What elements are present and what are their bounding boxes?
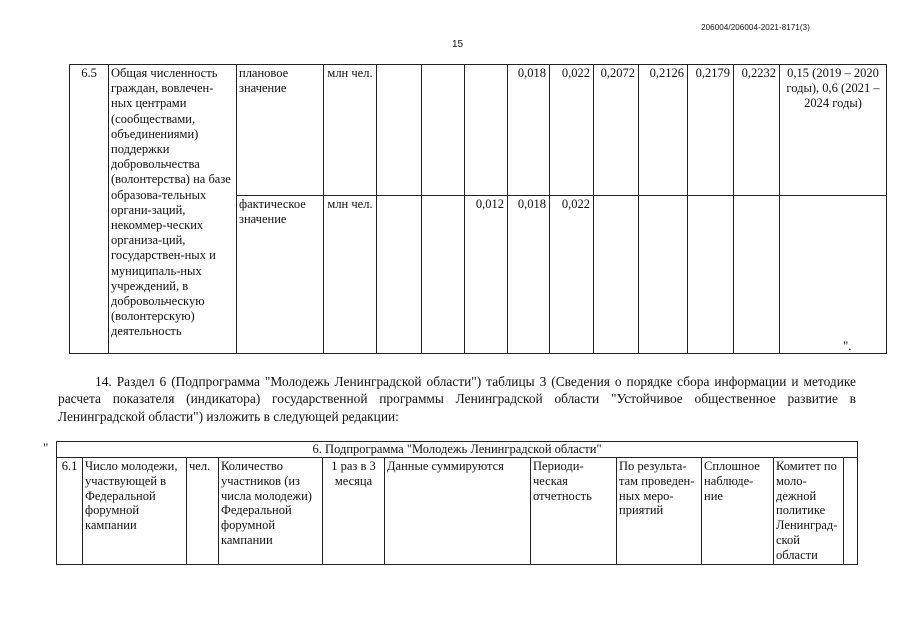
- planned-value: [377, 65, 422, 196]
- responsible-body: Комитет по моло-дежной политике Ленинград-ской области: [774, 458, 844, 565]
- opening-quote: ": [43, 440, 49, 455]
- indicator-name: Общая численность граждан, вовлечен-ных центрами (сообществами, объединениями) поддержки добровольчества (волонтерства) на базе образова-тельных органи-заций, некоммер-ческих организа-ций, государствен-ных и муниципаль-ных учреждений, в добровольческую (волонтерскую) деятельность: [109, 65, 237, 354]
- planned-value: 0,022: [550, 65, 594, 196]
- table-row: [70, 65, 887, 196]
- definition: Количество участников (из числа молодежи) Федеральной форумной кампании: [219, 458, 323, 565]
- row-number: 6.1: [57, 458, 83, 565]
- planned-value: 0,2126: [639, 65, 688, 196]
- actual-value: [422, 196, 465, 354]
- table-row: [57, 458, 858, 565]
- actual-value: 0,012: [465, 196, 508, 354]
- data-source: Периоди-ческая отчетность: [531, 458, 617, 565]
- data-collection-table: [56, 441, 858, 565]
- periodicity: 1 раз в 3 месяца: [323, 458, 385, 565]
- table-caption-row: [57, 442, 858, 458]
- observation-type: Сплошное наблюде-ние: [702, 458, 774, 565]
- amendment-paragraph: 14. Раздел 6 (Подпрограмма "Молодежь Ленинградской области") таблицы 3 (Сведения о порядке сбора информации и методике расчета показателя (индикатора) государственной программы Ленинградской области "Устойчивое общественное развитие в Ленинградской области") изложить в следующей редакции:: [58, 374, 856, 424]
- actual-unit: млн чел.: [324, 196, 377, 354]
- planned-value: [422, 65, 465, 196]
- actual-value: [639, 196, 688, 354]
- planned-value: 0,2232: [734, 65, 780, 196]
- planned-unit: млн чел.: [324, 65, 377, 196]
- row-number: 6.5: [70, 65, 109, 354]
- actual-label: фактическое значение: [237, 196, 324, 354]
- closing-quote: ".: [843, 338, 852, 353]
- planned-target: 0,15 (2019 – 2020 годы), 0,6 (2021 – 2024 годы): [780, 65, 887, 196]
- planned-value: 0,2179: [688, 65, 734, 196]
- actual-target: [780, 196, 887, 354]
- collection-basis: По результа-там проведен-ных меро-приятий: [617, 458, 702, 565]
- actual-value: 0,018: [508, 196, 550, 354]
- indicator-table-continued: [69, 64, 887, 354]
- planned-value: 0,2072: [594, 65, 639, 196]
- unit: чел.: [187, 458, 219, 565]
- actual-value: [688, 196, 734, 354]
- actual-value: 0,022: [550, 196, 594, 354]
- planned-label: плановое значение: [237, 65, 324, 196]
- indicator-name: Число молодежи, участвующей в Федеральной форумной кампании: [83, 458, 187, 565]
- document-id: 206004/206004-2021-8171(3): [701, 23, 810, 32]
- actual-value: [734, 196, 780, 354]
- planned-value: [465, 65, 508, 196]
- actual-value: [594, 196, 639, 354]
- page-number: 15: [452, 39, 464, 50]
- planned-value: 0,018: [508, 65, 550, 196]
- subprogram-caption: 6. Подпрограмма "Молодежь Ленинградской области": [57, 442, 858, 458]
- actual-value: [377, 196, 422, 354]
- calculation-method: Данные суммируются: [385, 458, 531, 565]
- extra-cell: [844, 458, 858, 565]
